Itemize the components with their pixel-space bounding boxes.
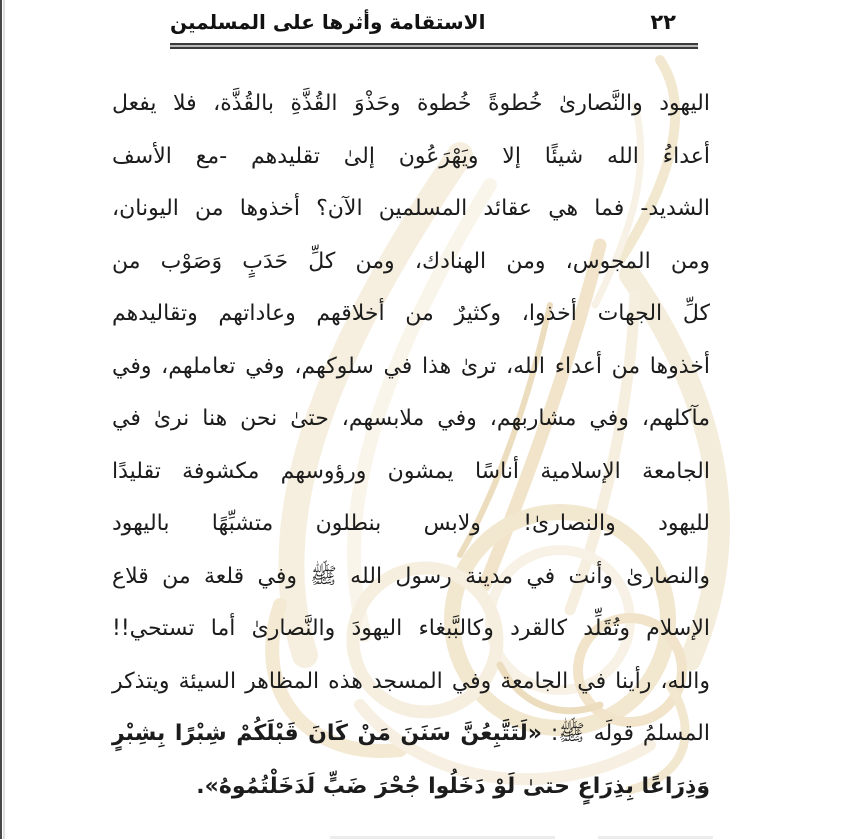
hadith-intro: المسلمُ قولَه ﷺ: [541, 721, 710, 746]
text-line: أعداءُ الله شيئًا إلا ويَهْرَعُون إلىٰ تقليدهم -مع الأسف [112, 143, 710, 169]
hadith-line-end: وَذِرَاعًا بِذِرَاعٍ حتىٰ لَوْ دَخَلُوا جُحْرَ ضَبٍّ لَدَخَلْتُمُوهُ». [196, 773, 710, 799]
text-line: كلِّ الجهات أخذوا، وكثيرٌ من أخلاقهم وعاداتهم وتقاليدهم [112, 301, 710, 326]
text-line: ومن المجوس، ومن الهنادك، ومن كلِّ حَدَبٍ وَصَوْب من [112, 248, 710, 274]
scan-edge-line [0, 0, 3, 839]
page-number: ٢٢ [650, 10, 676, 34]
text-line: الجامعة الإسلامية أناسًا يمشون ورؤوسهم مكشوفة تقليدًا [112, 458, 710, 484]
header-rule [170, 43, 698, 49]
page-header [170, 5, 698, 49]
text-line: والله، رأينا في الجامعة وفي المسجد هذه المظاهر السيئة ويتذكر [112, 668, 710, 694]
text-line: الشديد- فما هي عقائد المسلمين الآن؟ أخذوها من اليونان، [112, 196, 710, 221]
body-text-block [112, 78, 710, 813]
hadith-text: «لَتَتَّبِعُنَّ سَنَنَ مَنْ كَانَ قَبْلَكُمْ شِبْرًا بِشِبْرٍ [112, 721, 542, 746]
text-line: اليهود والنَّصارىٰ خُطوةً خُطوة وحَذْوَ القُذَّةِ بالقُذَّة، فلا يفعل [112, 91, 710, 116]
hadith-line [112, 708, 710, 761]
book-title: الاستقامة وأثرها على المسلمين [170, 10, 486, 34]
text-line: الإسلام وتُقَلِّد كالقرد وكالبَّبغاء اليهودَ والنَّصارىٰ أما تستحي!! [112, 616, 710, 641]
text-line: مآكلهم، وفي مشاربهم، وفي ملابسهم، حتىٰ نحن هنا نرىٰ في [112, 406, 710, 431]
text-line: أخذوها من أعداء الله، ترىٰ هذا في سلوكهم، وفي تعاملهم، وفي [112, 353, 710, 379]
text-line: والنصارىٰ وأنت في مدينة رسول الله ﷺ وفي قلعة من قلاع [112, 563, 710, 589]
text-line: لليهود والنصارىٰ! ولابس بنطلون متشبِّهًا باليهود [112, 511, 710, 536]
